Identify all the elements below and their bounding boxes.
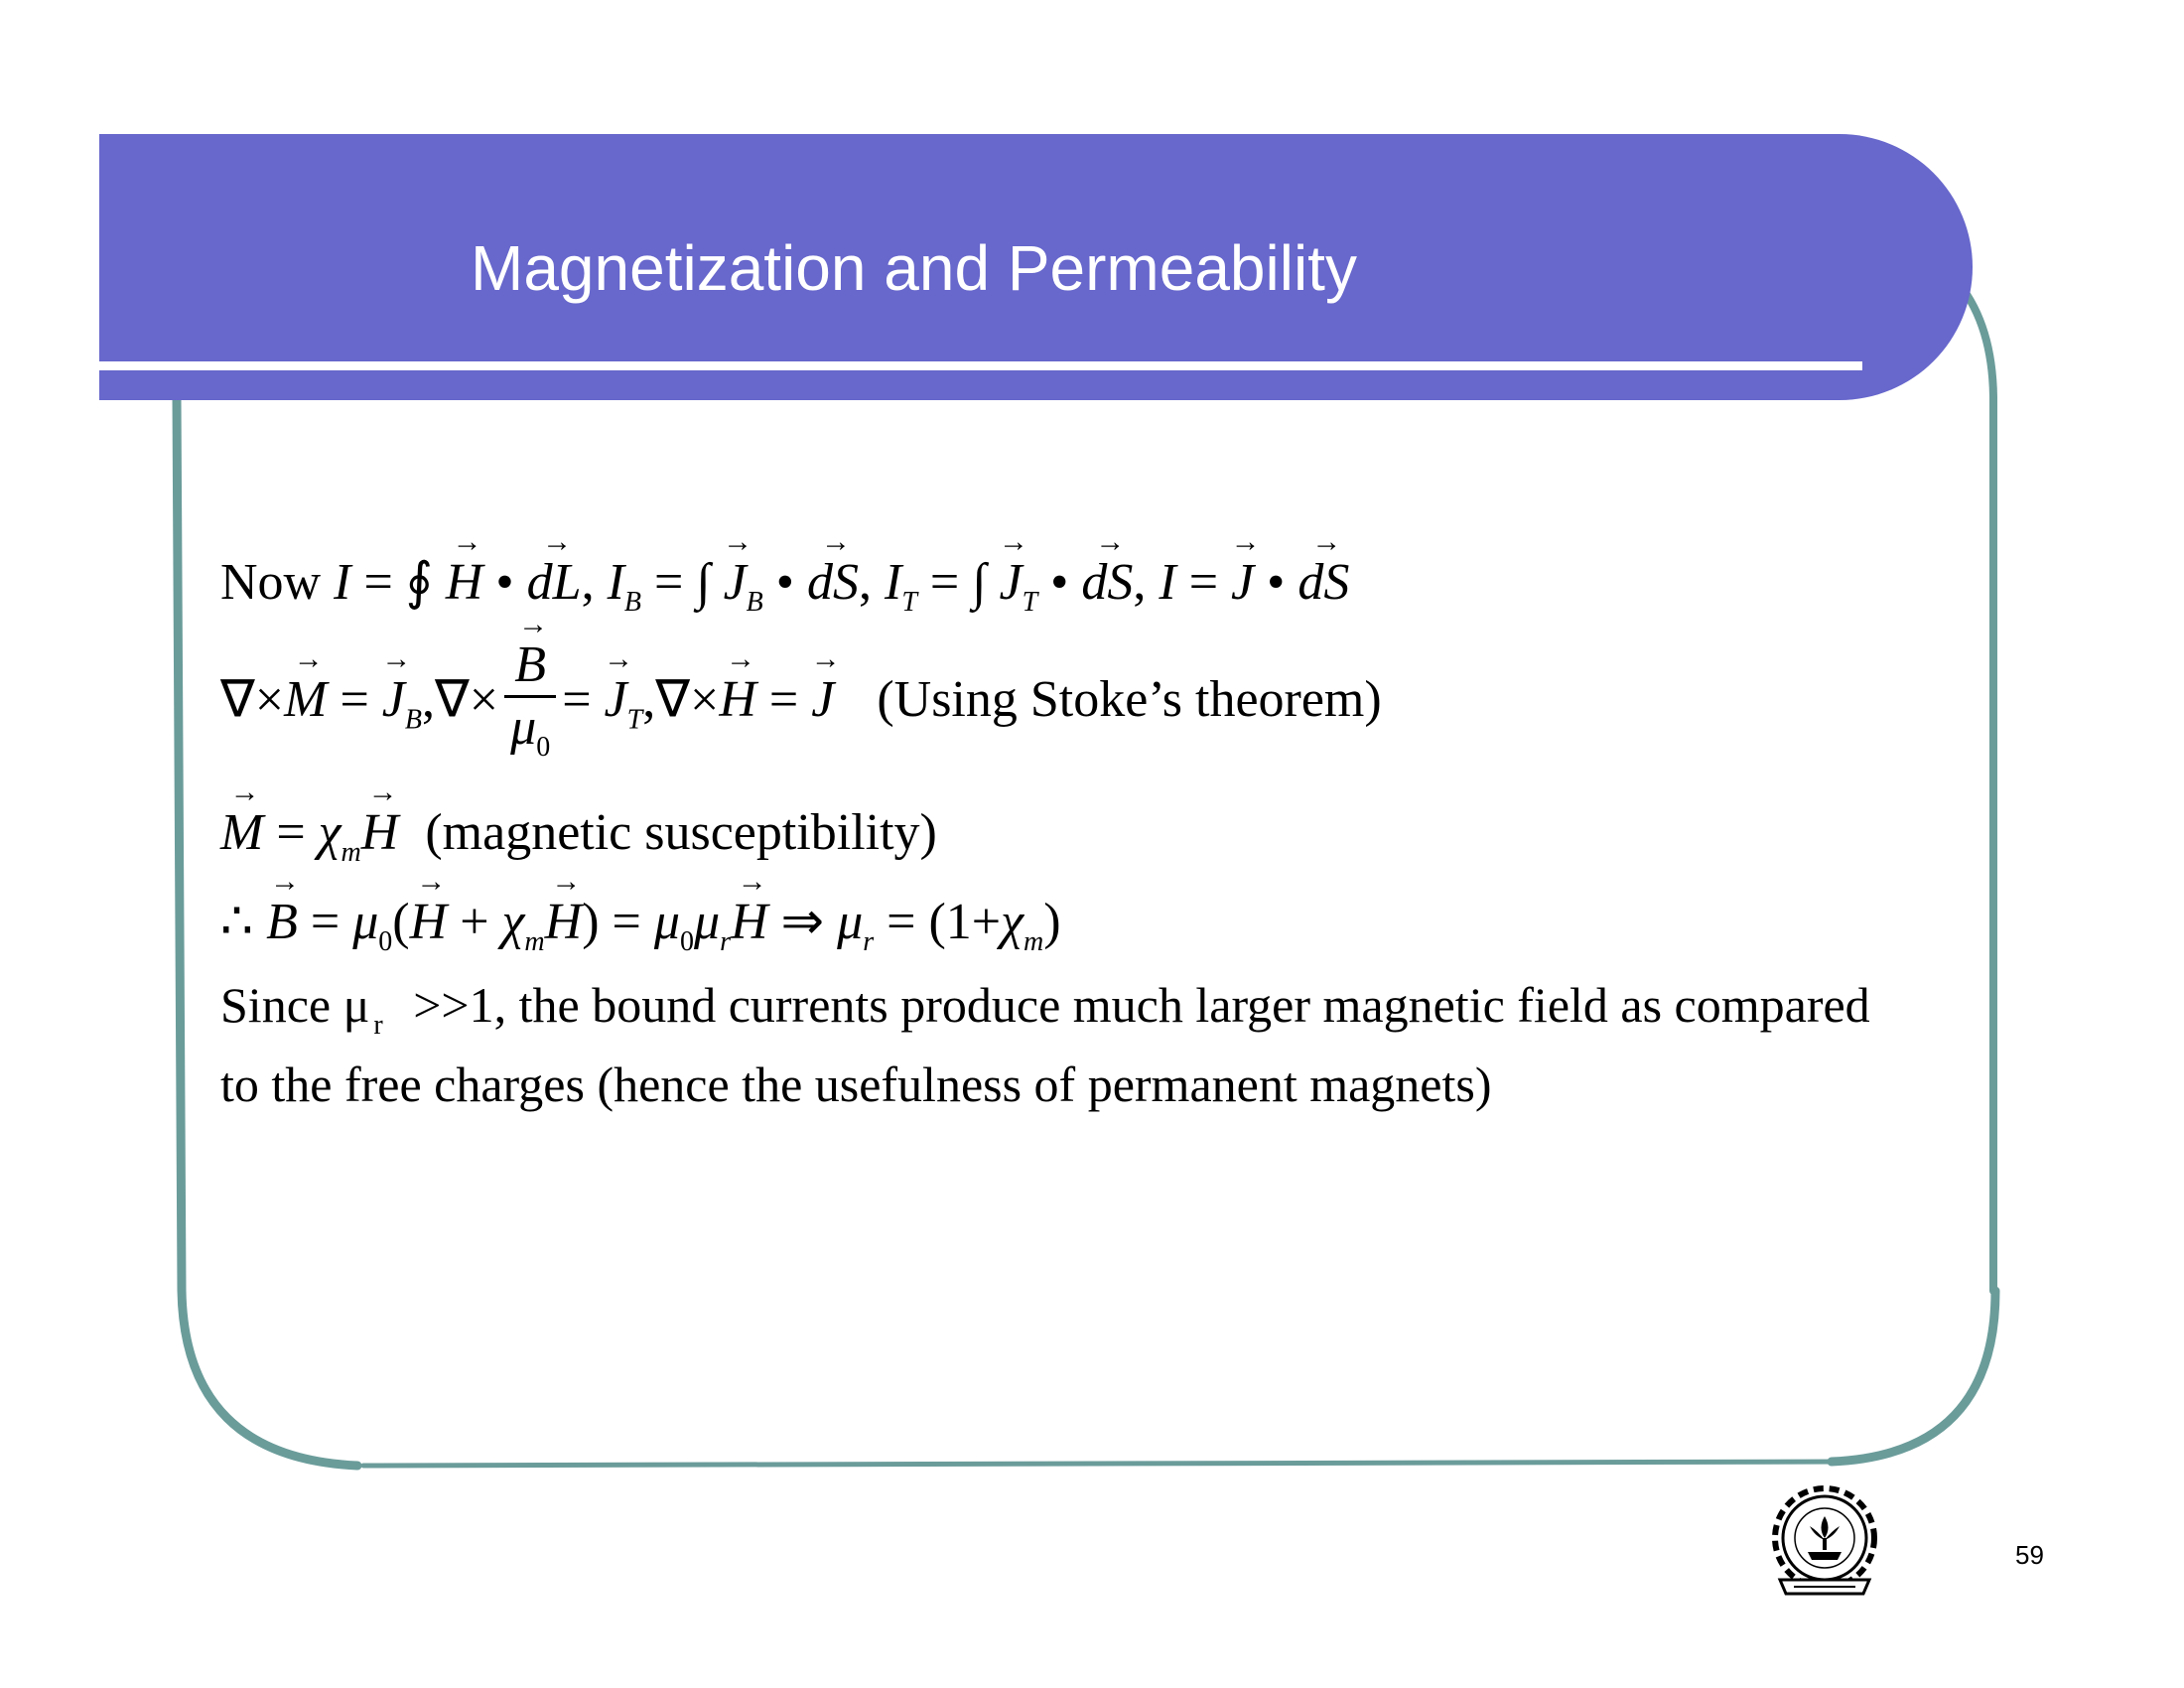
iit-bombay-emblem-icon [1760, 1477, 1889, 1606]
title-underline [99, 361, 1862, 370]
page-number: 59 [2015, 1540, 2044, 1570]
explanation-line-1: Since μ $_r$ >>1, the bound currents produce much larger magnetic field as compared [220, 977, 1870, 1041]
slide-title: Magnetization and Permeability [471, 232, 1357, 304]
equation-line-permeability: ∴ → $B = \mu_0(\to H + \chi_m\to H) = \mu_0\mu_r\to H$ ⇒ $\mu_r = (1+\chi_m)$ [220, 897, 1061, 956]
equation-line-susceptibility: → $M = \chi_m\to H$ (magnetic susceptibility) [220, 807, 937, 867]
equation-line-currents: Now I = ∮ → H • → dL, $I_B$ = ∫ → $J_B$ • → dS, $I_T$ = ∫ → $J_T$ • → dS, I = → J • → dS [220, 557, 1349, 617]
explanation-line-2: to the free charges (hence the usefulness of permanent magnets) [220, 1056, 1492, 1112]
equation-line-curl: ∇×→ M = → $J_B,\nabla\times$ → $\frac{B}{\mu_0}$ = → $J_T,\nabla\times\to H$ = → J (Using Stoke’s theorem) [220, 643, 1382, 766]
fraction-b-over-mu0: → $\frac{B}{\mu_0}$ [504, 639, 556, 762]
